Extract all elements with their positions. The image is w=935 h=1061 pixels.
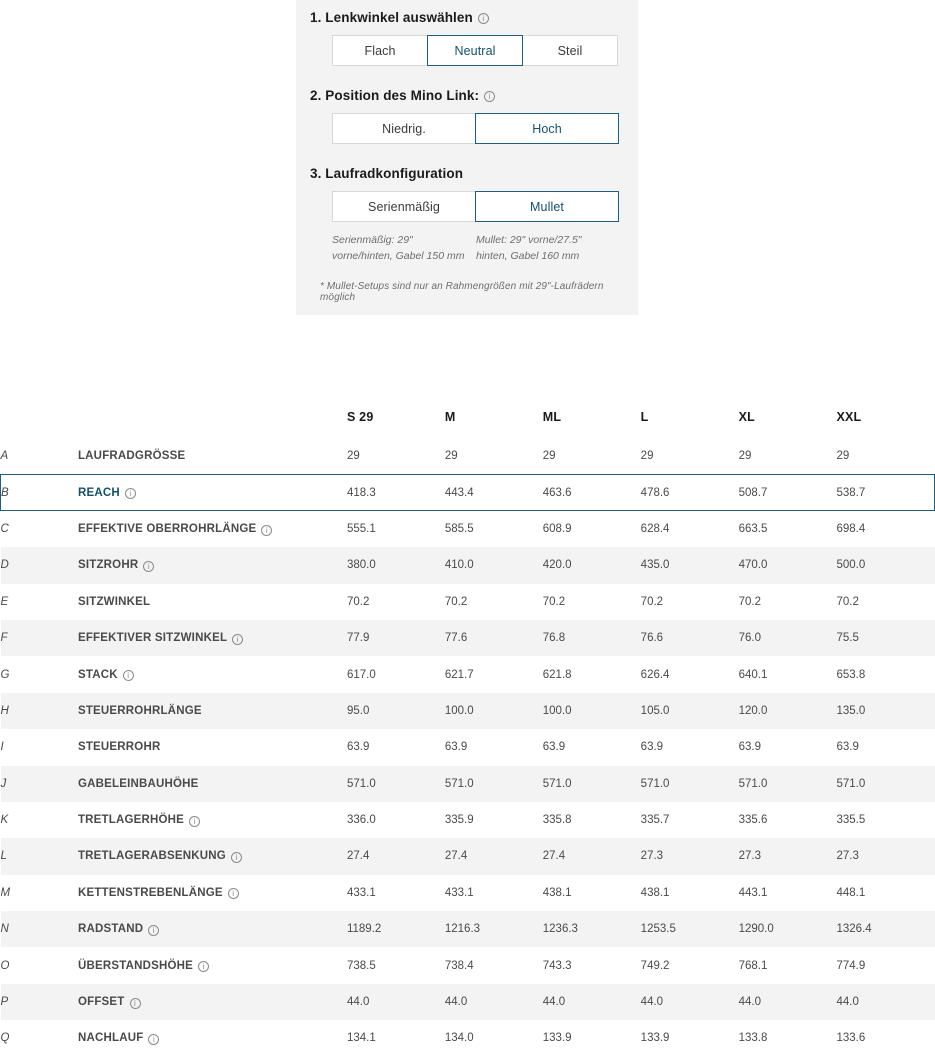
row-value-xl: 663.5 xyxy=(738,523,768,536)
table-row xyxy=(1,984,935,1020)
row-value-xxl: 500.0 xyxy=(836,547,934,583)
row-value-ml: 76.8 xyxy=(543,620,641,656)
headangle-option-steil[interactable]: Steil xyxy=(522,35,618,66)
row-letter: A xyxy=(0,449,9,462)
row-letter: N xyxy=(1,911,27,947)
row-value-m: 335.9 xyxy=(444,814,474,827)
row-value-m: 585.5 xyxy=(444,523,474,536)
row-value-l: 63.9 xyxy=(640,741,664,754)
row-value-l: 29 xyxy=(640,449,654,462)
row-spacer xyxy=(26,620,78,656)
row-value-ml: 29 xyxy=(542,449,556,462)
row-value-xxl: 653.8 xyxy=(836,668,866,681)
row-value-xl: 470.0 xyxy=(739,547,837,583)
row-measure-label: STEUERROHR xyxy=(77,741,161,754)
table-row xyxy=(1,911,935,947)
row-value-l: 438.1 xyxy=(640,886,670,899)
geometry-table-body xyxy=(1,438,935,1057)
row-value-l: 628.4 xyxy=(640,523,670,536)
row-value-m: 433.1 xyxy=(444,886,474,899)
row-value-xxl: 571.0 xyxy=(836,766,934,802)
row-value-xl: 443.1 xyxy=(738,886,768,899)
row-measure-label: REACH xyxy=(77,486,120,499)
row-measure-label: OFFSET xyxy=(77,996,125,1009)
row-value-s29: 555.1 xyxy=(346,523,376,536)
row-measure-name xyxy=(78,547,347,583)
table-row xyxy=(1,729,935,765)
row-value-l: 105.0 xyxy=(641,693,739,729)
row-value-s29: 617.0 xyxy=(346,668,376,681)
table-row xyxy=(1,547,935,583)
row-value-xxl: 29 xyxy=(836,449,850,462)
row-spacer xyxy=(26,766,78,802)
row-measure-label: SITZWINKEL xyxy=(77,595,151,608)
row-value-ml: 63.9 xyxy=(542,741,566,754)
row-value-l: 70.2 xyxy=(640,595,664,608)
minolink-option-niedrig[interactable]: Niedrig. xyxy=(332,113,476,144)
row-value-m: 738.4 xyxy=(444,959,474,972)
row-value-s29: 336.0 xyxy=(346,814,376,827)
row-value-s29: 95.0 xyxy=(347,693,445,729)
row-spacer xyxy=(26,984,78,1020)
row-spacer xyxy=(26,802,78,838)
row-value-xxl: 135.0 xyxy=(836,693,934,729)
row-value-m: 100.0 xyxy=(445,693,543,729)
row-letter: O xyxy=(0,959,10,972)
row-value-s29: 433.1 xyxy=(346,886,376,899)
row-value-l: 76.6 xyxy=(641,620,739,656)
wheelconfig-footnote: * Mullet-Setups sind nur an Rahmengrößen mit 29"-Laufrädern möglich xyxy=(320,280,604,303)
row-value-m: 410.0 xyxy=(445,547,543,583)
row-value-ml: 608.9 xyxy=(542,523,572,536)
row-letter: H xyxy=(1,693,27,729)
row-value-ml: 100.0 xyxy=(543,693,641,729)
row-spacer xyxy=(26,584,78,620)
row-letter: L xyxy=(1,838,27,874)
table-row xyxy=(1,474,935,510)
geometry-table-head xyxy=(1,392,935,438)
info-icon[interactable]: i xyxy=(148,1034,159,1045)
table-row xyxy=(1,438,935,474)
info-icon[interactable]: i xyxy=(189,816,200,827)
row-spacer xyxy=(26,438,78,474)
row-value-ml: 743.3 xyxy=(542,959,572,972)
header-size-xl: XL xyxy=(738,410,755,424)
minolink-option-hoch[interactable]: Hoch xyxy=(475,113,619,144)
table-row xyxy=(1,511,935,547)
config-step-1-title xyxy=(310,10,624,25)
row-measure-name xyxy=(78,438,347,474)
header-measure xyxy=(78,392,347,438)
row-value-s29: 70.2 xyxy=(346,595,370,608)
row-letter: J xyxy=(1,766,27,802)
row-value-xl: 63.9 xyxy=(738,741,761,754)
row-value-xxl: 1326.4 xyxy=(836,911,934,947)
row-measure-label: STEUERROHRLÄNGE xyxy=(77,704,202,717)
header-letter xyxy=(1,392,27,438)
row-value-s29: 571.0 xyxy=(347,766,445,802)
table-row xyxy=(1,693,935,729)
wheelconfig-option-mullet[interactable]: Mullet xyxy=(475,191,619,222)
row-value-ml: 463.6 xyxy=(543,474,641,510)
row-value-l: 335.7 xyxy=(640,814,670,827)
row-measure-label: KETTENSTREBENLÄNGE xyxy=(77,886,223,899)
row-spacer xyxy=(26,547,78,583)
row-value-m: 77.6 xyxy=(445,620,543,656)
row-measure-label: GABELEINBAUHÖHE xyxy=(77,777,199,790)
row-value-xxl: 774.9 xyxy=(836,959,866,972)
row-measure-name xyxy=(78,620,347,656)
row-value-xl: 335.6 xyxy=(738,814,768,827)
row-value-ml: 335.8 xyxy=(542,814,572,827)
row-value-ml: 27.4 xyxy=(543,838,641,874)
row-measure-name xyxy=(78,1020,347,1056)
row-value-s29: 29 xyxy=(346,449,360,462)
row-value-m: 29 xyxy=(444,449,458,462)
row-measure-label: RADSTAND xyxy=(77,923,144,936)
row-letter: P xyxy=(1,984,27,1020)
row-value-xxl: 44.0 xyxy=(836,984,934,1020)
table-row xyxy=(1,766,935,802)
row-value-m: 63.9 xyxy=(444,741,468,754)
config-step-3-label: 3. Laufradkonfiguration xyxy=(310,166,464,181)
row-value-m: 70.2 xyxy=(444,595,468,608)
row-value-xl: 1290.0 xyxy=(739,911,837,947)
table-row xyxy=(1,802,935,838)
wheelconfig-option-group xyxy=(332,191,624,222)
row-spacer xyxy=(26,474,78,510)
table-row xyxy=(1,620,935,656)
row-value-ml: 1236.3 xyxy=(543,911,641,947)
row-spacer xyxy=(26,1020,78,1056)
wheelconfig-note-mullet: Mullet: 29" vorne/27.5" hinten, Gabel 160 mm xyxy=(476,234,582,263)
row-value-ml: 420.0 xyxy=(543,547,641,583)
info-icon[interactable]: i xyxy=(143,561,154,572)
row-measure-name xyxy=(78,584,347,620)
row-value-m: 134.0 xyxy=(444,1032,474,1045)
row-value-l: 27.3 xyxy=(641,838,739,874)
row-value-xl: 76.0 xyxy=(739,620,837,656)
wheelconfig-option-serienmaessig[interactable]: Serienmäßig xyxy=(332,191,476,222)
row-value-xxl: 335.5 xyxy=(836,814,866,827)
row-value-m: 1216.3 xyxy=(445,911,543,947)
row-letter: C xyxy=(0,523,9,536)
config-step-3-title xyxy=(310,166,624,181)
row-value-s29: 63.9 xyxy=(346,741,370,754)
row-value-s29: 738.5 xyxy=(346,959,376,972)
row-value-l: 626.4 xyxy=(640,668,670,681)
table-row xyxy=(1,656,935,692)
row-value-s29: 1189.2 xyxy=(347,911,445,947)
row-measure-name xyxy=(78,802,347,838)
info-icon[interactable]: i xyxy=(261,525,272,536)
headangle-option-neutral[interactable]: Neutral xyxy=(427,35,523,66)
row-letter: B xyxy=(1,474,27,510)
row-value-xl: 120.0 xyxy=(739,693,837,729)
row-value-xl: 29 xyxy=(738,449,752,462)
row-measure-label: NACHLAUF xyxy=(77,1032,144,1045)
row-measure-name xyxy=(78,656,347,692)
row-measure-label: TRETLAGERHÖHE xyxy=(77,814,185,827)
row-measure-name xyxy=(78,947,347,983)
geometry-configurator-panel xyxy=(296,0,638,315)
wheelconfig-notes xyxy=(332,232,624,265)
table-row xyxy=(1,584,935,620)
header-size-l: L xyxy=(640,410,649,424)
config-step-2-title xyxy=(310,88,624,103)
row-value-ml: 438.1 xyxy=(542,886,572,899)
table-row xyxy=(1,838,935,874)
row-spacer xyxy=(26,729,78,765)
info-icon[interactable]: i xyxy=(232,634,243,645)
row-spacer xyxy=(26,875,78,911)
row-value-l: 1253.5 xyxy=(641,911,739,947)
row-spacer xyxy=(26,838,78,874)
row-value-xxl: 70.2 xyxy=(836,595,859,608)
row-value-m: 44.0 xyxy=(445,984,543,1020)
row-value-l: 749.2 xyxy=(640,959,670,972)
row-value-s29: 27.4 xyxy=(347,838,445,874)
row-value-ml: 571.0 xyxy=(543,766,641,802)
header-size-s29: S 29 xyxy=(346,410,374,424)
row-value-xxl: 27.3 xyxy=(836,838,934,874)
config-step-1-label: 1. Lenkwinkel auswählen xyxy=(310,10,473,25)
row-measure-name xyxy=(78,729,347,765)
row-value-ml: 133.9 xyxy=(542,1032,572,1045)
row-measure-name xyxy=(78,875,347,911)
row-value-xxl: 75.5 xyxy=(836,620,934,656)
info-icon[interactable]: i xyxy=(228,888,239,899)
row-value-s29: 418.3 xyxy=(347,474,445,510)
row-spacer xyxy=(26,693,78,729)
row-value-xl: 133.8 xyxy=(738,1032,768,1045)
table-row xyxy=(1,947,935,983)
row-value-m: 621.7 xyxy=(444,668,474,681)
row-value-xl: 640.1 xyxy=(738,668,768,681)
info-icon[interactable]: i xyxy=(484,91,495,102)
row-value-m: 443.4 xyxy=(445,474,543,510)
row-value-ml: 44.0 xyxy=(543,984,641,1020)
row-value-s29: 134.1 xyxy=(346,1032,376,1045)
row-spacer xyxy=(26,911,78,947)
row-measure-name xyxy=(78,766,347,802)
row-value-ml: 621.8 xyxy=(542,668,572,681)
info-icon[interactable]: i xyxy=(478,13,489,24)
row-value-l: 44.0 xyxy=(641,984,739,1020)
headangle-option-flach[interactable]: Flach xyxy=(332,35,428,66)
row-value-xl: 70.2 xyxy=(738,595,761,608)
wheelconfig-note-serienmaessig: Serienmäßig: 29" vorne/hinten, Gabel 150 mm xyxy=(332,234,465,263)
config-step-2-label: 2. Position des Mino Link: xyxy=(310,88,480,103)
header-spacer xyxy=(26,392,78,438)
table-header-row xyxy=(1,392,935,438)
row-spacer xyxy=(26,656,78,692)
row-letter: G xyxy=(0,668,10,681)
row-measure-name xyxy=(78,838,347,874)
row-value-xl: 44.0 xyxy=(739,984,837,1020)
row-value-s29: 44.0 xyxy=(347,984,445,1020)
info-icon[interactable]: i xyxy=(123,670,134,681)
row-value-xxl: 133.6 xyxy=(836,1032,866,1045)
row-measure-name xyxy=(78,911,347,947)
row-value-xl: 768.1 xyxy=(738,959,768,972)
row-value-xxl: 448.1 xyxy=(836,886,866,899)
row-letter: M xyxy=(0,886,11,899)
row-value-xl: 27.3 xyxy=(739,838,837,874)
info-icon[interactable]: i xyxy=(231,852,242,863)
row-value-l: 571.0 xyxy=(641,766,739,802)
geometry-table xyxy=(0,392,935,1057)
row-letter: E xyxy=(0,595,9,608)
row-value-xxl: 538.7 xyxy=(836,474,934,510)
header-size-ml: ML xyxy=(542,410,562,424)
row-value-ml: 70.2 xyxy=(542,595,566,608)
row-letter: D xyxy=(1,547,27,583)
row-value-xl: 571.0 xyxy=(739,766,837,802)
info-icon[interactable]: i xyxy=(125,488,136,499)
row-spacer xyxy=(26,511,78,547)
row-value-s29: 380.0 xyxy=(347,547,445,583)
row-spacer xyxy=(26,947,78,983)
header-size-xxl: XXL xyxy=(836,410,862,424)
row-measure-label: EFFEKTIVER SITZWINKEL xyxy=(77,632,228,645)
row-measure-label: EFFEKTIVE OBERROHRLÄNGE xyxy=(77,523,257,536)
row-value-xl: 508.7 xyxy=(739,474,837,510)
row-letter: F xyxy=(1,620,27,656)
row-value-l: 478.6 xyxy=(641,474,739,510)
row-value-xxl: 63.9 xyxy=(836,741,859,754)
row-measure-label: SITZROHR xyxy=(77,559,139,572)
table-row xyxy=(1,1020,935,1056)
row-value-m: 27.4 xyxy=(445,838,543,874)
row-value-xxl: 698.4 xyxy=(836,523,866,536)
row-measure-name xyxy=(78,693,347,729)
row-letter: Q xyxy=(0,1032,10,1045)
minolink-option-group xyxy=(332,113,624,144)
row-value-s29: 77.9 xyxy=(347,620,445,656)
row-measure-label: STACK xyxy=(77,668,118,681)
table-row xyxy=(1,875,935,911)
headangle-option-group xyxy=(332,35,624,66)
row-measure-label: ÜBERSTANDSHÖHE xyxy=(77,959,193,972)
row-value-m: 571.0 xyxy=(445,766,543,802)
row-measure-label: LAUFRADGRÖSSE xyxy=(77,449,186,462)
info-icon[interactable]: i xyxy=(148,925,159,936)
row-letter: K xyxy=(0,814,9,827)
row-measure-name xyxy=(78,984,347,1020)
row-value-l: 435.0 xyxy=(641,547,739,583)
row-measure-name xyxy=(78,474,347,510)
row-measure-name xyxy=(78,511,347,547)
row-letter: I xyxy=(0,741,4,754)
info-icon[interactable]: i xyxy=(130,998,141,1009)
row-value-l: 133.9 xyxy=(640,1032,670,1045)
header-size-m: M xyxy=(444,410,456,424)
row-measure-label: TRETLAGERABSENKUNG xyxy=(77,850,226,863)
info-icon[interactable]: i xyxy=(198,961,209,972)
